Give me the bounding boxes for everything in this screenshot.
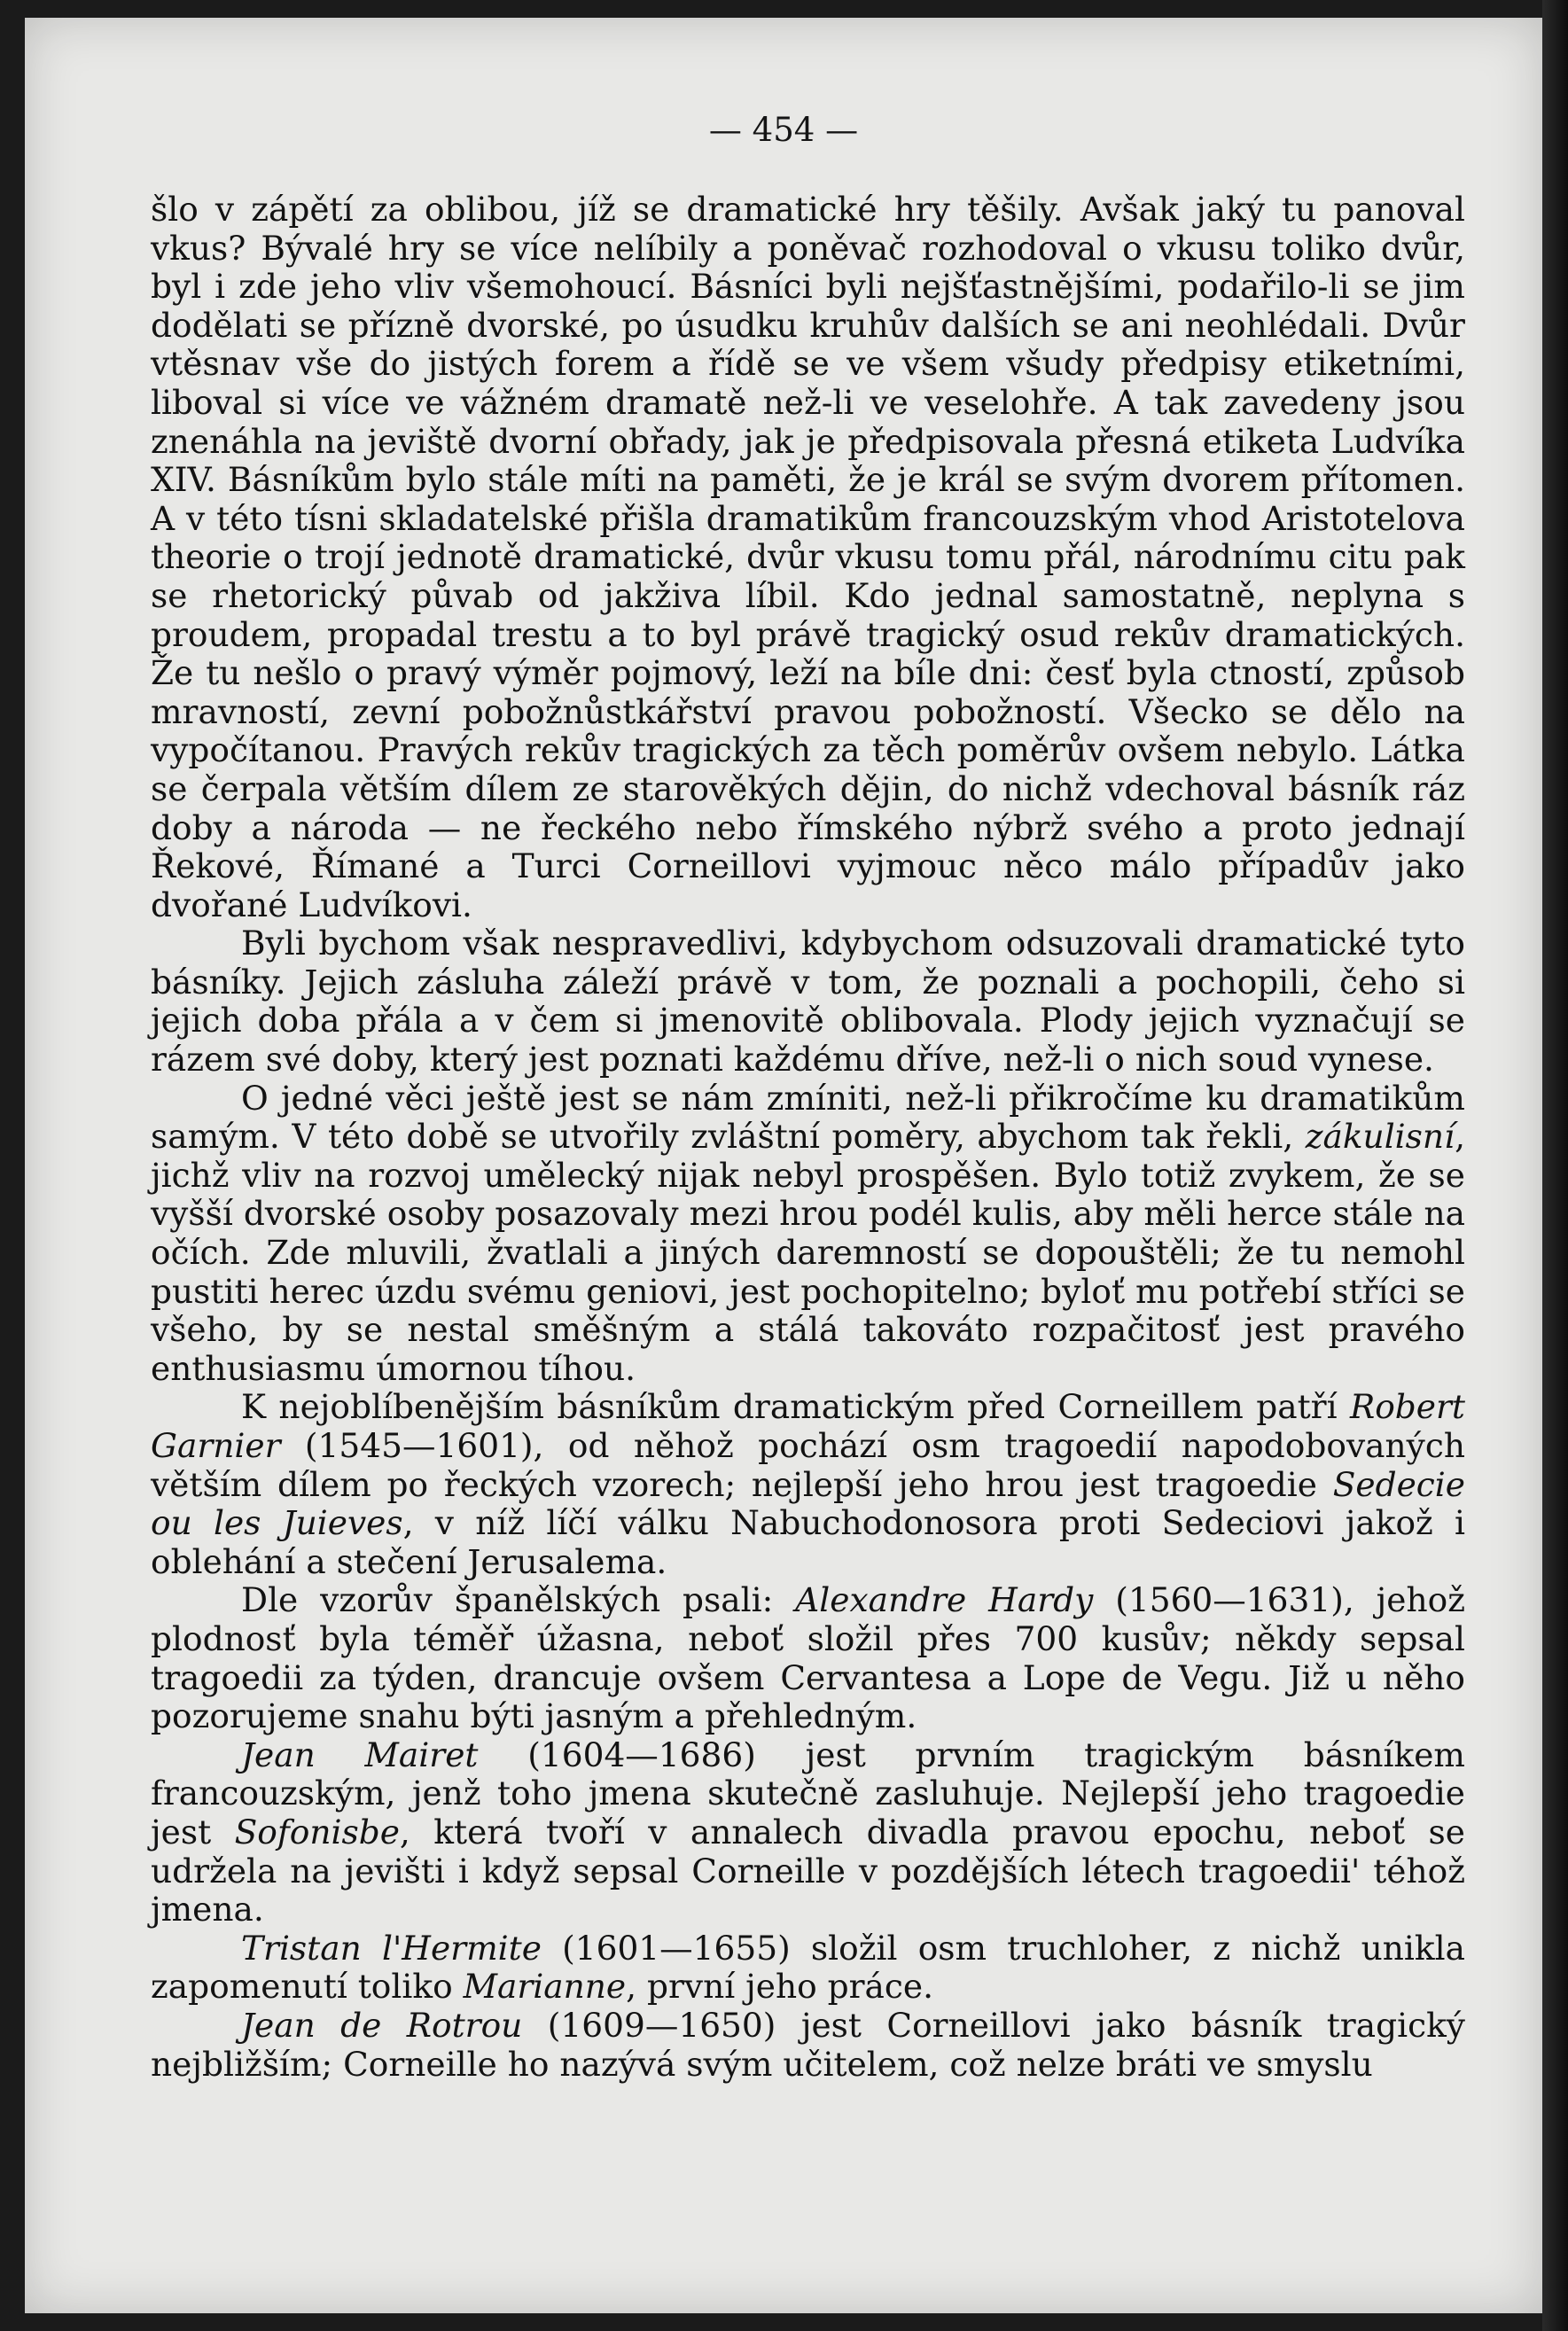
work-title: Sedecie ou les Juieves [151,1464,1465,1543]
paragraph: Byli bychom však nespravedlivi, kdybychom odsuzovali dramatické tyto básníky. Jejich zásluha záleží právě v tom, že poznali a pochopili, čeho si jejich doba přála a v čem si jmenovitě oblibovala. Plody jejich vyznačují se rázem své doby, který jest poznati každému dříve, než-li o nich soud vynese. [151,924,1465,1080]
book-page [25,18,1542,2313]
author-name: Jean Mairet [241,1735,479,1774]
author-name: Alexandre Hardy [795,1580,1094,1620]
paragraph: K nejoblíbenějším básníkům dramatickým před Corneillem patří Robert Garnier (1545—1601), od něhož pochází osm tragoedií napodobovaných větším dílem po řeckých vzorech; nejlepší jeho hrou jest tragoedie Sedecie ou les Juieves, v níž líčí válku Nabuchodonosora proti Sedeciovi jakož i oblehání a stečení Jerusalema. [151,1387,1466,1581]
paragraph: Tristan l'Hermite (1601—1655) složil osm truchloher, z nichž unikla zapomenutí toliko Marianne, první jeho práce. [151,1928,1465,2007]
author-name: Jean de Rotrou [241,2005,523,2045]
paragraph: Jean de Rotrou (1609—1650) jest Corneillovi jako básník tragický nejbližším; Corneille ho nazývá svým učitelem, což nelze bráti ve smyslu [151,2005,1465,2084]
scan-edge [1542,0,1568,2331]
italic-term: zákulisní [1305,1117,1455,1157]
author-name: Robert Garnier [151,1387,1465,1465]
paragraph: O jedné věci ještě jest se nám zmíniti, než-li přikročíme ku dramatikům samým. V této době se utvořily zvláštní poměry, abychom tak řekli, zákulisní, jichž vliv na rozvoj umělecký nijak nebyl prospěšen. Bylo totiž zvykem, že se vyšší dvorské osoby posazovaly mezi hrou podél kulis, aby měli herce stále na očích. Zde mluvili, žvatlali a jiných daremností se dopouštěli; že tu nemohl pustiti herec úzdu svému geniovi, jest pochopitelno; byloť mu potřebí stříci se všeho, by se nestal směšným a stálá takováto rozpačitosť jest pravého enthusiasmu úmornou tíhou. [151,1078,1465,1388]
paragraph: Jean Mairet (1604—1686) jest prvním tragickým básníkem francouzským, jenž toho jmena skutečně zasluhuje. Nejlepší jeho tragoedie jest Sofonisbe, která tvoří v annalech divadla pravou epochu, neboť se udržela na jevišti i když sepsal Corneille v pozdějších létech tragoedii' téhož jmena. [151,1735,1465,1930]
work-title: Sofonisbe [234,1812,400,1852]
paragraph: Dle vzorův španělských psali: Alexandre Hardy (1560—1631), jehož plodnosť byla téměř úžasna, neboť složil přes 700 kusův; někdy sepsal tragoedii za týden, drancuje ovšem Cervantesa a Lope de Vegu. Již u něho pozorujeme snahu býti jasným a přehledným. [151,1580,1465,1736]
page-number: — 454 — [708,111,859,149]
author-name: Tristan l'Hermite [241,1928,542,1968]
body-text [151,191,1465,2084]
paragraph: šlo v zápětí za oblibou, jíž se dramatické hry těšily. Avšak jaký tu panoval vkus? Bývalé hry se více nelíbily a poněvač rozhodoval o vkusu toliko dvůr, byl i zde jeho vliv všemohoucí. Básníci byli nejšťastnějšími, podařilo-li se jim dodělati se přízně dvorské, po úsudku kruhův dalších se ani neohlédali. Dvůr vtěsnav vše do jistých forem a řídě se ve všem všudy předpisy etiketními, liboval si více ve vážném dramatě než-li ve veselohře. A tak zavedeny jsou znenáhla na jeviště dvorní obřady, jak je předpisovala přesná etiketa Ludvíka XIV. Básníkům bylo stále míti na paměti, že je král se svým dvorem přítomen. A v této tísni skladatelské přišla dramatikům francouzským vhod Aristotelova theorie o trojí jednotě dramatické, dvůr vkusu tomu přál, národnímu citu pak se rhetorický půvab od jakživa líbil. Kdo jednal samostatně, neplyna s proudem, propadal trestu a to byl právě tragický osud rekův dramatických. Že tu nešlo o pravý výměr pojmový, leží na bíle dni: česť byla ctností, způsob mravností, zevní pobožnůstkářství pravou pobožností. Všecko se dělo na vypočítanou. Pravých rekův tragických za těch poměrův ovšem nebylo. Látka se čerpala větším dílem ze starověkých dějin, do nichž vdechoval básník ráz doby a národa — ne řeckého nebo římského nýbrž svého a proto jednají Řekové, Římané a Turci Corneillovi vyjmouc něco málo případův jako dvořané Ludvíkovi. [151,190,1465,924]
work-title: Marianne [463,1967,627,2007]
